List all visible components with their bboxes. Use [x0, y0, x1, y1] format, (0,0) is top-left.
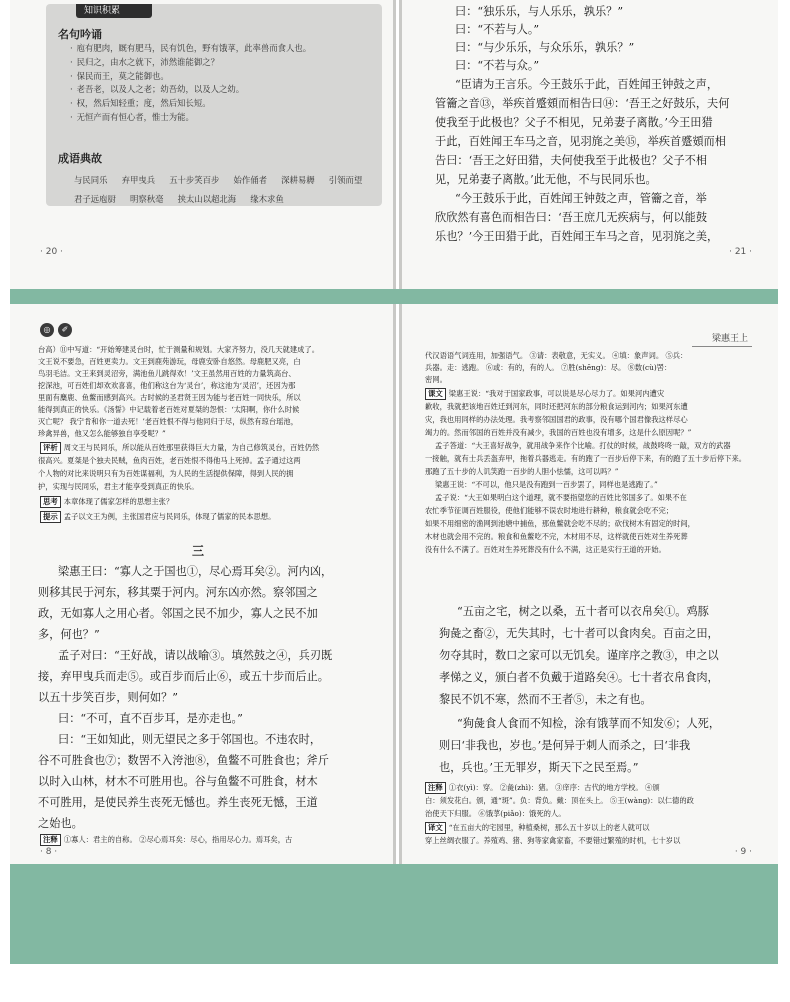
- text-line: “臣请为王言乐。今王鼓乐于此，百姓闻王钟鼓之声，: [455, 78, 719, 91]
- famous-line: · 保民而王，莫之能御也。: [70, 70, 311, 84]
- idiom: 明察秋毫: [129, 194, 164, 204]
- note-tag: 注释: [40, 834, 61, 846]
- think-line: [40, 496, 173, 509]
- notes-text: ①衣(yì)：穿。 ②彘(zhì)：猪。 ③庠序：古代的地方学校。 ④颁: [448, 783, 660, 792]
- translation-line: 歉收，我就把该地百姓迁到河东，同时还把河东的部分粮食运到河内；如果河东遭: [425, 402, 688, 411]
- idiom-list: [74, 168, 384, 206]
- text-line: 多，何也？”: [38, 628, 100, 641]
- page-number: · 9 ·: [734, 847, 752, 857]
- gutter-shadow: [399, 0, 402, 289]
- translation-line: 孟子答道：“大王喜好战争，就用战争来作个比喻。打仗的时候，战鼓咚咚一敲，双方的武器: [435, 441, 731, 450]
- note-line: 代汉语语气词连用，加强语气。 ③请：表敬意，无实义。 ④填：象声词。 ⑤兵：: [425, 351, 688, 360]
- translation-line: 能得到真正的快乐。《汤誓》中记载着老百姓对夏桀的怨恨：‘太阳啊，你什么时候: [38, 405, 300, 414]
- analysis-line: 护，实现与民同乐，君主才能享受到真正的快乐。: [38, 482, 199, 491]
- text-line: 孟子对曰：“王好战，请以战喻③。填然鼓之④，兵刃既: [58, 649, 333, 662]
- page-number: · 21 ·: [729, 247, 752, 257]
- text-line: 曰：“不若与众。”: [455, 59, 540, 72]
- translation-line: [425, 388, 664, 401]
- text-line: 狗彘之畜②，无失其时，七十者可以食肉矣。百亩之田，: [439, 627, 719, 640]
- series-logo-icon: ✐: [58, 323, 72, 337]
- gutter-shadow: [399, 304, 402, 864]
- text-line: 见，兄弟妻子离散。’此无他，不与民同乐也。: [435, 173, 657, 186]
- famous-line: · 老吾老，以及人之老；幼吾幼，以及人之幼。: [70, 83, 311, 97]
- note-line: 治使天下归服。 ⑥饿莩(piǎo)：饿死的人。: [425, 809, 566, 818]
- analysis-line: 个人物的对比来说明只有为百姓谋福利，为人民的生活提供保障，得到人民的拥: [38, 469, 294, 478]
- page-number: · 8 ·: [40, 847, 58, 857]
- text-line: 政，无如寡人之用心者。邻国之民不加少，寡人之民不加: [38, 607, 318, 620]
- note-line: [425, 782, 660, 795]
- text-line: “今王鼓乐于此，百姓闻王钟鼓之声，管籥之音，举: [455, 192, 707, 205]
- translation-line: 穿上丝绸衣服了。养殖鸡、猪、狗等家禽家畜，不要错过繁殖的时机，七十岁以: [425, 836, 681, 845]
- text-line: 不可胜用，是使民养生丧死无憾也。养生丧死无憾，王道: [38, 796, 318, 809]
- page-21: [399, 0, 778, 289]
- text-line: 则曰‘非我也，岁也。’是何异于刺人而杀之，曰‘非我: [439, 739, 691, 752]
- translation-text: 梁惠王说：“我对于国家政事，可以说是尽心尽力了。如果河内遭灾: [448, 389, 665, 398]
- page-9: [399, 304, 778, 864]
- idiom-title: 成语典故: [58, 152, 102, 165]
- text-line: 接，弃甲曳兵而走⑤。或百步而后止⑥，或五十步而后止。: [38, 670, 329, 683]
- famous-list: [70, 42, 311, 125]
- translation-text: “在五亩大的宅园里，种植桑树，那么五十岁以上的老人就可以: [448, 823, 650, 832]
- page-8: [10, 304, 396, 864]
- translation-line: 孟子说：“大王如果明白这个道理，就不要指望您的百姓比邻国多了。如果不在: [435, 493, 687, 502]
- text-line: 曰：“独乐乐，与人乐乐，孰乐？”: [455, 5, 624, 18]
- box-tab: 知识积累: [76, 4, 152, 18]
- translation-line: 竭力的。然而邻国的百姓并没有减少，我国的百姓也没有增多，这是什么原因呢？”: [425, 428, 692, 437]
- note-text: ①寡人：君主的自称。 ②尽心焉耳矣：尽心，指用尽心力。焉耳矣，古: [63, 835, 293, 844]
- text-line: 谷不可胜食也⑦；数罟不入洿池⑧，鱼鳖不可胜食也；斧斤: [38, 754, 329, 767]
- hint-text: 孟子以文王为例，主张国君应与民同乐，体现了儒家的民本思想。: [63, 512, 276, 521]
- note-line: 白：须发花白。颁，通“斑”。负：背负。戴：顶在头上。 ⑤王(wàng)：以仁德的政: [425, 796, 694, 805]
- text-line: 曰：“与少乐乐，与众乐乐，孰乐？”: [455, 41, 635, 54]
- page-20: [10, 0, 396, 289]
- text-line: 则移其民于河东，移其粟于河内。河东凶亦然。察邻国之: [38, 586, 318, 599]
- note-line: 兵器。走：逃跑。 ⑥或：有的，有的人。 ⑦胜(shēng)：尽。 ⑧数(cù)罟：: [425, 363, 672, 372]
- text-line: 之始也。: [38, 817, 83, 830]
- text-line: 黎民不饥不寒，然而不王者⑤，未之有也。: [439, 693, 652, 706]
- notes-tag: 注释: [425, 782, 446, 794]
- famous-line: · 庖有肥肉，厩有肥马，民有饥色，野有饿莩，此率兽而食人也。: [70, 42, 311, 56]
- translation-line: 文王说不要急，百姓更卖力。文王到鹿苑游玩，母鹿安卧自悠然。母鹿肥又亮，白: [38, 357, 301, 366]
- famous-title: 名句吟诵: [58, 28, 102, 41]
- hint-tag: 提示: [40, 511, 61, 523]
- translation-tag: 译文: [425, 822, 446, 834]
- knowledge-box: [46, 4, 382, 206]
- translation-line: 珍禽异兽，他又怎么能够独自享受呢？”: [38, 429, 166, 438]
- text-line: 梁惠王曰：“寡人之于国也①，尽心焉耳矣②。河内凶，: [58, 565, 333, 578]
- translation-line: 里面有麋鹿、鱼鳖而感到高兴。古时候的圣君贤王因为能与老百姓一同快乐，所以: [38, 393, 301, 402]
- text-line: “狗彘食人食而不知检，涂有饿莩而不知发⑥；人死，: [457, 717, 721, 730]
- think-tag: 思考: [40, 496, 61, 508]
- text-line: 欣欣然有喜色而相告曰：‘吾王庶几无疾病与，何以能鼓: [435, 211, 708, 224]
- gutter-shadow: [393, 304, 396, 864]
- idiom: 深耕易耨: [281, 175, 315, 185]
- background-band-top: [10, 289, 778, 304]
- running-header: 梁惠王上: [692, 331, 752, 347]
- translation-line: 木材也就会用不完的。粮食和鱼鳖吃不完，木材用不尽，这样就使百姓对生养死葬: [425, 532, 688, 541]
- text-line: 也，兵也。’王无罪岁，斯天下之民至焉。”: [439, 761, 639, 774]
- famous-line: · 无恒产而有恒心者，惟士为能。: [70, 111, 311, 125]
- translation-line: 没有什么不满了。百姓对生养死葬没有什么不满，这正是实行王道的开始。: [425, 545, 666, 554]
- note-line: [40, 834, 292, 847]
- idiom: 挟太山以超北海: [177, 194, 237, 204]
- translation-line: 农忙季节征调百姓服役，使他们能够不误农时地进行耕种，粮食就会吃不完；: [425, 506, 674, 515]
- series-logo-icon: ◎: [40, 323, 54, 337]
- section-number: 三: [192, 544, 205, 558]
- famous-line: · 民归之，由水之就下，沛然谁能御之？: [70, 56, 311, 70]
- idiom: 与民同乐: [74, 175, 108, 185]
- text-line: 曰：“不若与人。”: [455, 23, 540, 36]
- text-line: 使我至于此极也？父子不相见，兄弟妻子离散。’今王田猎: [435, 116, 713, 129]
- background-band-bottom: [10, 864, 778, 964]
- idiom: 始作俑者: [233, 175, 268, 185]
- translation-line: 一接触，就有士兵丢盔弃甲，拖着兵器逃走。有的跑了一百步后停下来，有的跑了五十步后停下来。: [425, 454, 747, 463]
- text-line: 勿夺其时，数口之家可以无饥矣。谨庠序之教③，申之以: [439, 649, 719, 662]
- text-line: 曰：“不可，直不百步耳，是亦走也。”: [58, 712, 243, 725]
- translation-line: 灾，我也用同样的办法处理。我考察邻国国君的政事，没有哪个国君像我这样尽心: [425, 415, 688, 424]
- gutter-shadow: [393, 0, 396, 289]
- famous-line: · 权，然后知轻重；度，然后知长短。: [70, 97, 311, 111]
- translation-line: 挖深池，可百姓们却欢欢喜喜，他们称这台为‘灵台’，称这池为‘灵沼’，还因为那: [38, 381, 296, 390]
- translation-line: 鸟羽毛洁。文王来到灵沼旁，满池鱼儿跳得欢！’文王虽然用百姓的力量筑高台、: [38, 369, 296, 378]
- translation-line: 灭亡呢？ 我宁肯和你一道去死！’老百姓恨不得与他同归于尽，纵然有琼台瑶池，: [38, 417, 299, 426]
- analysis-line: 很高兴。夏桀是个独夫民贼，鱼肉百姓，老百姓恨不得他马上死掉。孟子通过这两: [38, 456, 301, 465]
- note-line: 密网。: [425, 375, 447, 384]
- text-line: 乐也？’今王田猎于此，百姓闻王车马之音，见羽旄之美，: [435, 230, 719, 243]
- text-line: 管籥之音⑬，举疾首蹙頞而相告曰⑭：‘吾王之好鼓乐，夫何: [435, 97, 730, 110]
- text-line: “五亩之宅，树之以桑，五十者可以衣帛矣①。鸡豚: [457, 605, 709, 618]
- think-text: 本章体现了儒家怎样的思想主张？: [63, 497, 174, 506]
- text-line: 以五十步笑百步，则何如？”: [38, 691, 178, 704]
- translation-line: 那跑了五十步的人讥笑跑一百步的人胆小怯懦，这可以吗？”: [425, 467, 619, 476]
- text-line: 于此，百姓闻王车马之音，见羽旄之美⑮，举疾首蹙頞而相: [435, 135, 726, 148]
- translation-line: 梁惠王说：“不可以，他只是没有跑到一百步罢了，同样也是逃跑了。”: [435, 480, 658, 489]
- idiom: 缘木求鱼: [250, 194, 284, 204]
- text-line: 告曰：‘吾王之好田猎，夫何使我至于此极也？父子不相: [435, 154, 708, 167]
- analysis-line: [40, 442, 319, 455]
- translation-line: 台高）⑪中写道：“开始筹建灵台时，忙于测量和规划。大家齐努力，没几天就建成了。: [38, 345, 320, 354]
- text-line: 曰：“王如知此，则无望民之多于邻国也。不违农时，: [58, 733, 322, 746]
- analysis-tag: 评析: [40, 442, 61, 454]
- analysis-text: 周文王与民同乐，所以能从百姓那里获得巨大力量，为自己修筑灵台，百姓仍然: [63, 443, 320, 452]
- translation-line: 如果不用细密的渔网到池塘中捕鱼，那鱼鳖就会吃不尽的；砍伐树木有固定的时间，: [425, 519, 695, 528]
- page-number: · 20 ·: [40, 247, 63, 257]
- translation-tag: 课文: [425, 388, 446, 400]
- hint-line: [40, 511, 275, 524]
- text-line: 孝悌之义，颁白者不负戴于道路矣④。七十者衣帛食肉，: [439, 671, 719, 684]
- idiom: 弃甲曳兵: [121, 175, 156, 185]
- idiom: 引领而望: [328, 175, 363, 185]
- idiom: 五十步笑百步: [169, 175, 220, 185]
- idiom: 君子远庖厨: [74, 194, 116, 204]
- translation-line: [425, 822, 650, 835]
- text-line: 以时入山林，材木不可胜用也。谷与鱼鳖不可胜食，材木: [38, 775, 318, 788]
